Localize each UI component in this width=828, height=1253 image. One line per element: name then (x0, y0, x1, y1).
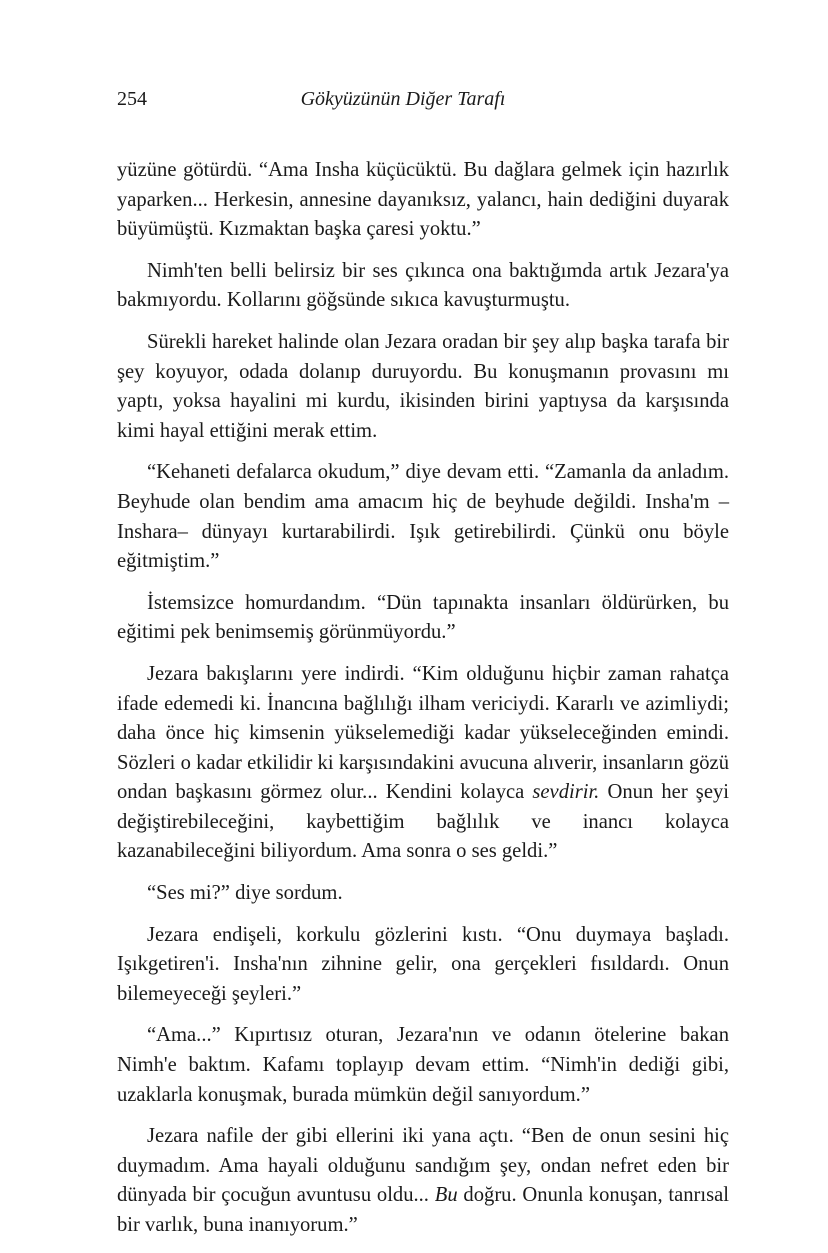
page-number: 254 (117, 88, 147, 110)
paragraph-6 (117, 660, 729, 867)
paragraph-1: yüzüne götürdü. “Ama Insha küçücüktü. Bu dağlara gelmek için hazırlık yaparken... Herkesin, annesine dayanıksız, yalancı, hain dediğini duyarak büyümüştü. Kızmaktan başka çaresi yoktu.” (117, 159, 729, 241)
paragraph-10 (117, 1122, 729, 1240)
body-text (117, 156, 729, 1241)
paragraph-5: İstemsizce homurdandım. “Dün tapınakta insanları öldürürken, bu eğitimi pek benimsemiş görünmüyordu.” (117, 591, 729, 644)
italic-word: sevdirir. (532, 781, 600, 804)
paragraph-2: Nimh'ten belli belirsiz bir ses çıkınca ona baktığımda artık Jezara'ya bakmıyordu. Kollarını göğsünde sıkıca kavuşturmuştu. (117, 259, 729, 312)
running-title: Gökyüzünün Diğer Tarafı (300, 88, 506, 110)
paragraph-8: Jezara endişeli, korkulu gözlerini kıstı. “Onu duymaya başladı. Işıkgetiren'i. Insha'nın zihnine gelir, ona gerçekleri fısıldardı. Onun bilemeyeceği şeyleri.” (117, 923, 729, 1005)
running-head (117, 88, 729, 122)
paragraph-6-text: Jezara bakışlarını yere indirdi. “Kim olduğunu hiçbir zaman rahatça ifade edemedi ki. İnancına bağlılığı ilham vericiydi. Kararlı ve azimliydi; daha önce hiç kimsenin yükselemediği kadar yükseleceğinden emindi. Sözleri o kadar etkilidir ki karşısındakini avucuna alıverir, insanların gözü ondan başkasını görmez olur... Kendini kolayca (117, 662, 729, 804)
paragraph-6-rest: Onun her şeyi değiştirebileceğini, kaybettiğim bağlılık ve inancı kolayca kazanabileceğini biliyordum. Ama sonra o ses geldi.” (117, 781, 729, 863)
paragraph-9: “Ama...” Kıpırtısız oturan, Jezara'nın ve odanın ötelerine bakan Nimh'e baktım. Kafamı toplayıp devam ettim. “Nimh'in dediği gibi, uzaklarla konuşmak, burada mümkün değil sanıyordum.” (117, 1024, 729, 1106)
book-page (117, 88, 729, 1253)
italic-word: Bu (434, 1184, 458, 1207)
paragraph-7: “Ses mi?” diye sordum. (147, 882, 343, 905)
paragraph-3: Sürekli hareket halinde olan Jezara oradan bir şey alıp başka tarafa bir şey koyuyor, odada dolanıp duruyordu. Bu konuşmanın provasını mı yaptı, yoksa hayalini mi kurdu, ikisinden birini yaptıysa da karşısında kimi hayal ettiğini merak ettim. (117, 330, 729, 442)
paragraph-4: “Kehaneti defalarca okudum,” diye devam etti. “Zamanla da anladım. Beyhude olan bendim ama amacım hiç de beyhude değildi. Insha'm –Inshara– dünyayı kurtarabilirdi. Işık getirebilirdi. Çünkü onu böyle eğitmiştim.” (117, 461, 729, 573)
paragraph-10-rest: doğru. Onunla konuşan, tanrısal bir varlık, buna inanıyorum.” (117, 1184, 729, 1236)
paragraph-10-text: Jezara nafile der gibi ellerini iki yana açtı. “Ben de onun sesini hiç duymadım. Ama hayali olduğunu sandığım şey, ondan nefret eden bir dünyada bir çocuğun avuntusu oldu... (117, 1125, 729, 1207)
